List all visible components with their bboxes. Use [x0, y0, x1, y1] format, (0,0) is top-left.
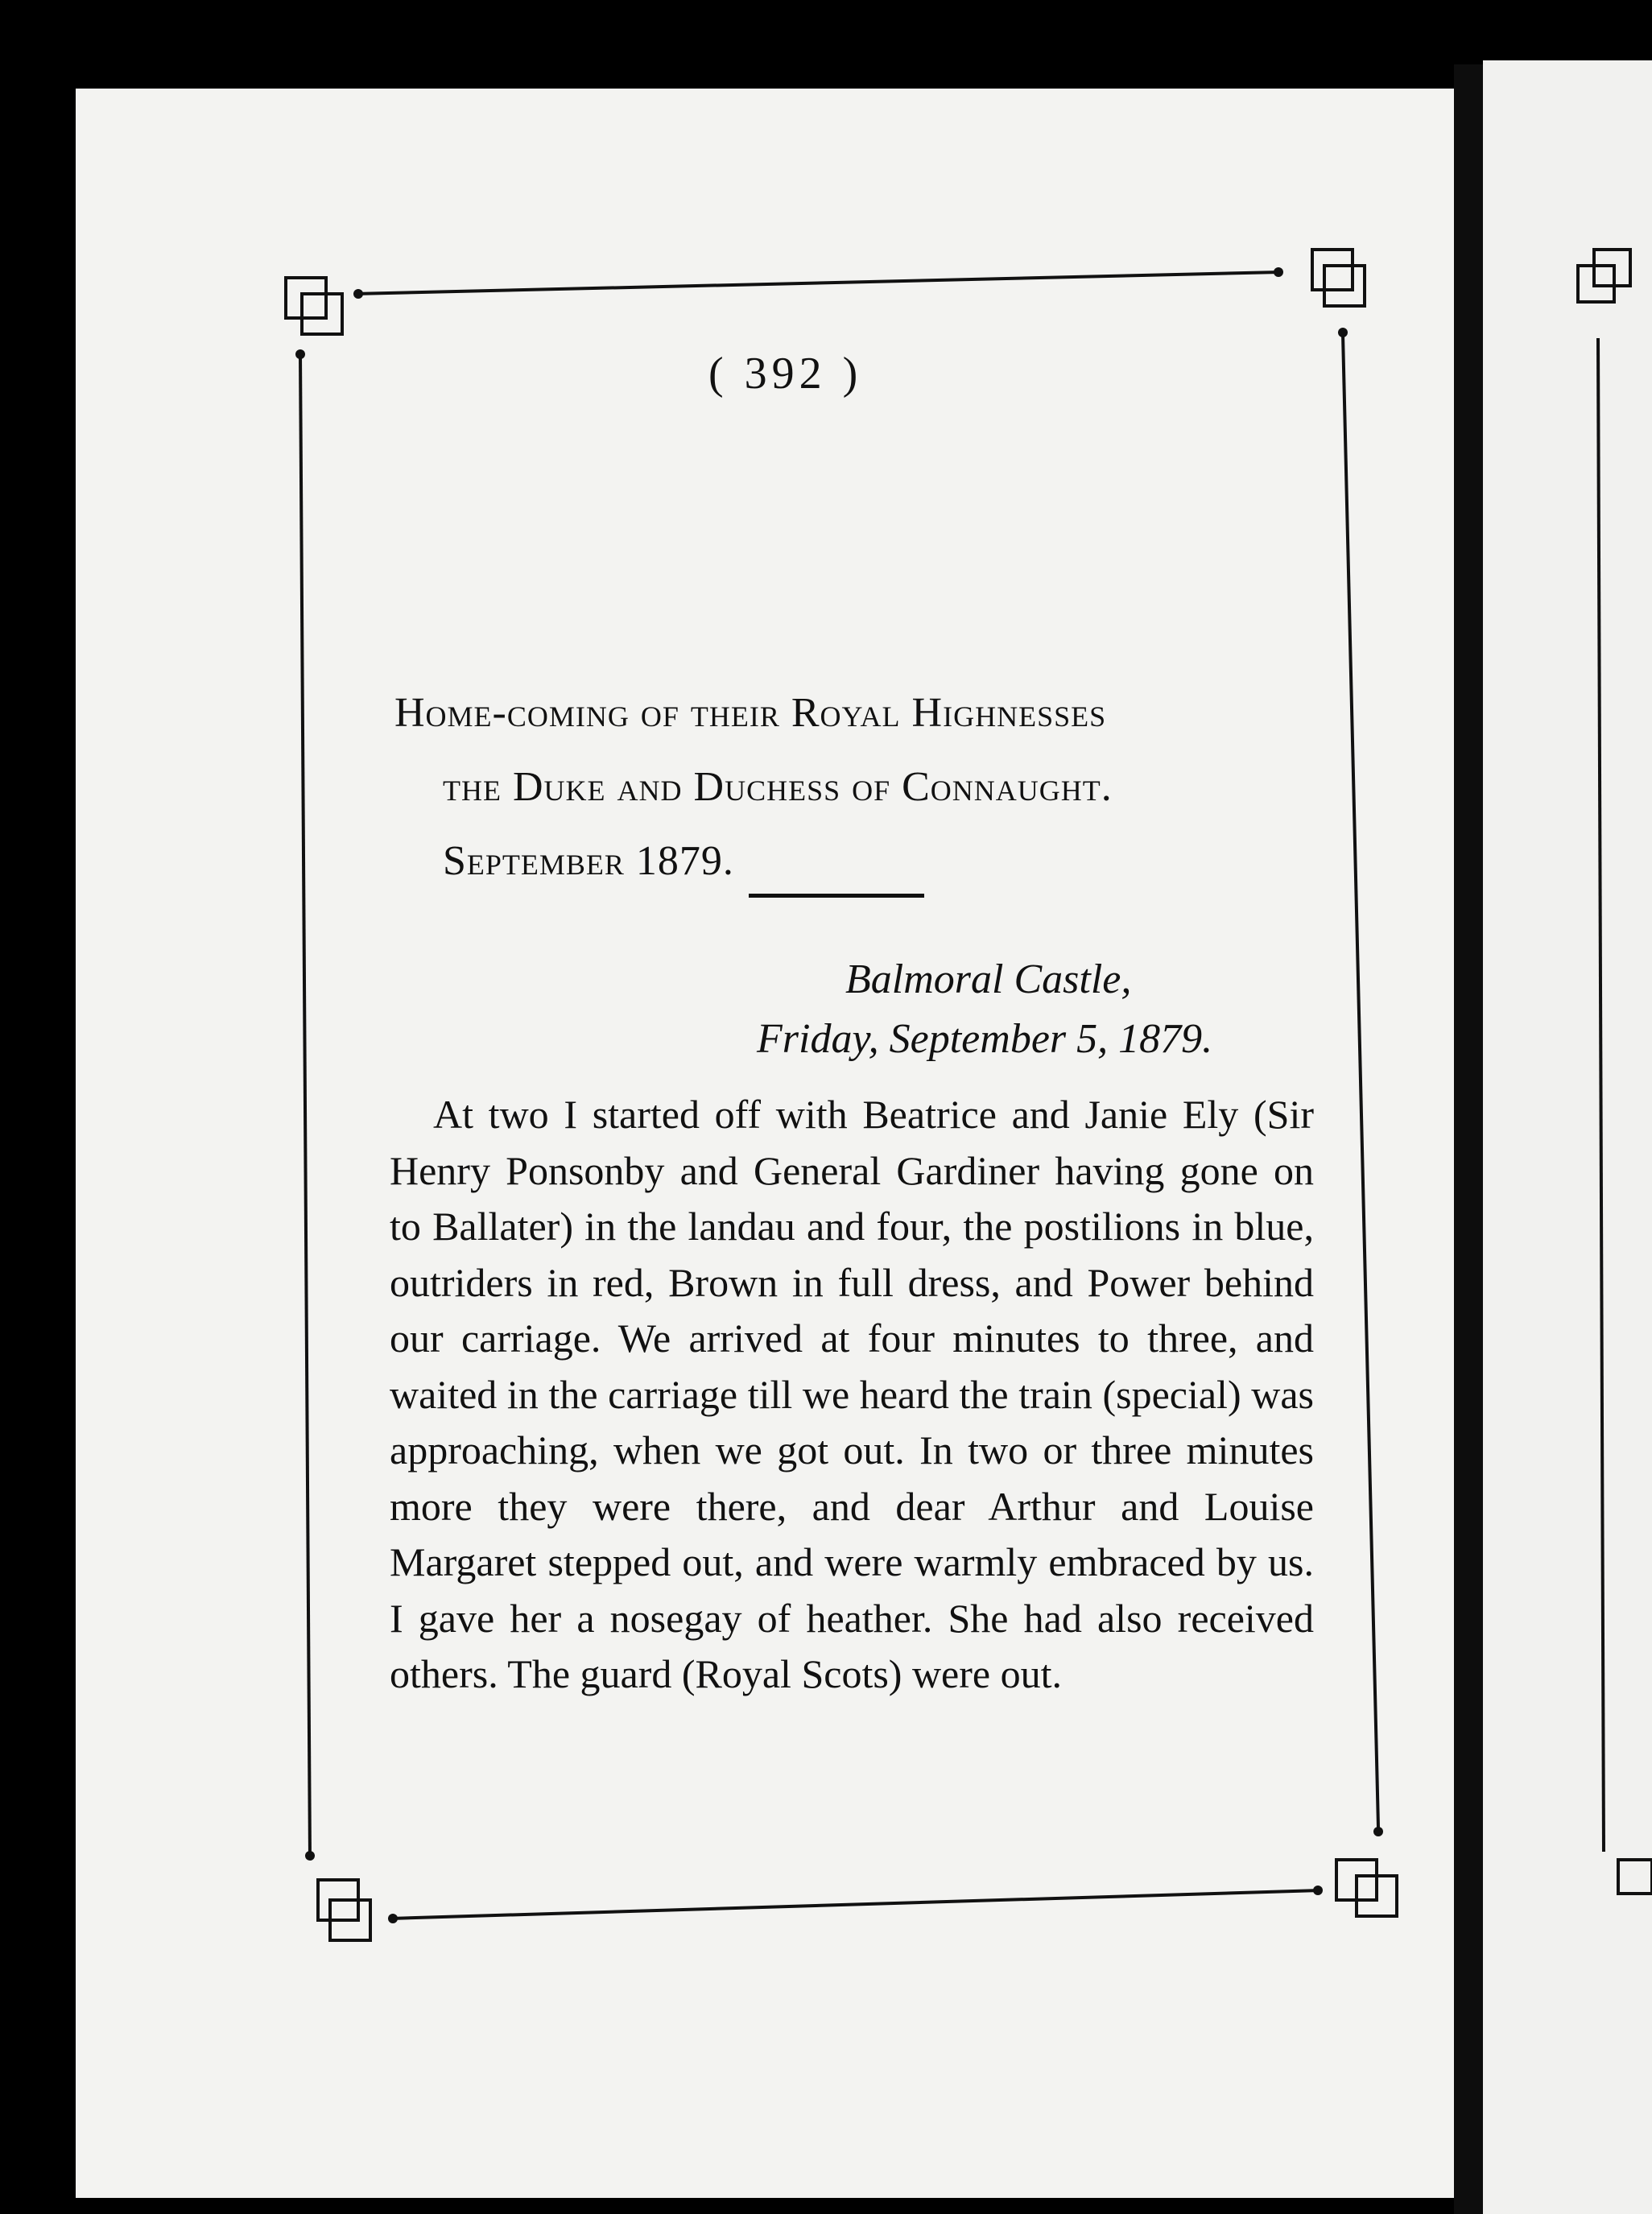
- heading-line-1: Home-coming of their Royal Highnesses: [394, 690, 1107, 736]
- chapter-heading: [394, 676, 1296, 898]
- dateline-place: Balmoral Castle,: [845, 956, 1132, 1002]
- body-paragraph: At two I started off with Beatrice and Janie Ely (Sir Henry Ponsonby and General Gardiner having gone on to Ballater) in the landau and four, the postilions in blue, outriders in red, Brown in full dress, and Power behind our carriage. We arrived at four minutes to three, and waited in the carriage till we heard the train (special) was approaching, when we got out. In two or three minutes more they were there, and dear Arthur and Louise Margaret stepped out, and were warmly embraced by us. I gave her a nosegay of heather. She had also received others. The guard (Royal Scots) were out.: [390, 1092, 1314, 1696]
- heading-divider: [749, 894, 924, 898]
- heading-line-2: the Duke and Duchess of Connaught.: [443, 764, 1113, 810]
- heading-line-3: September 1879.: [443, 838, 734, 884]
- dateline-date: Friday, September 5, 1879.: [757, 1016, 1213, 1062]
- page-number: ( 392 ): [708, 349, 863, 399]
- dateline: [725, 950, 1248, 1069]
